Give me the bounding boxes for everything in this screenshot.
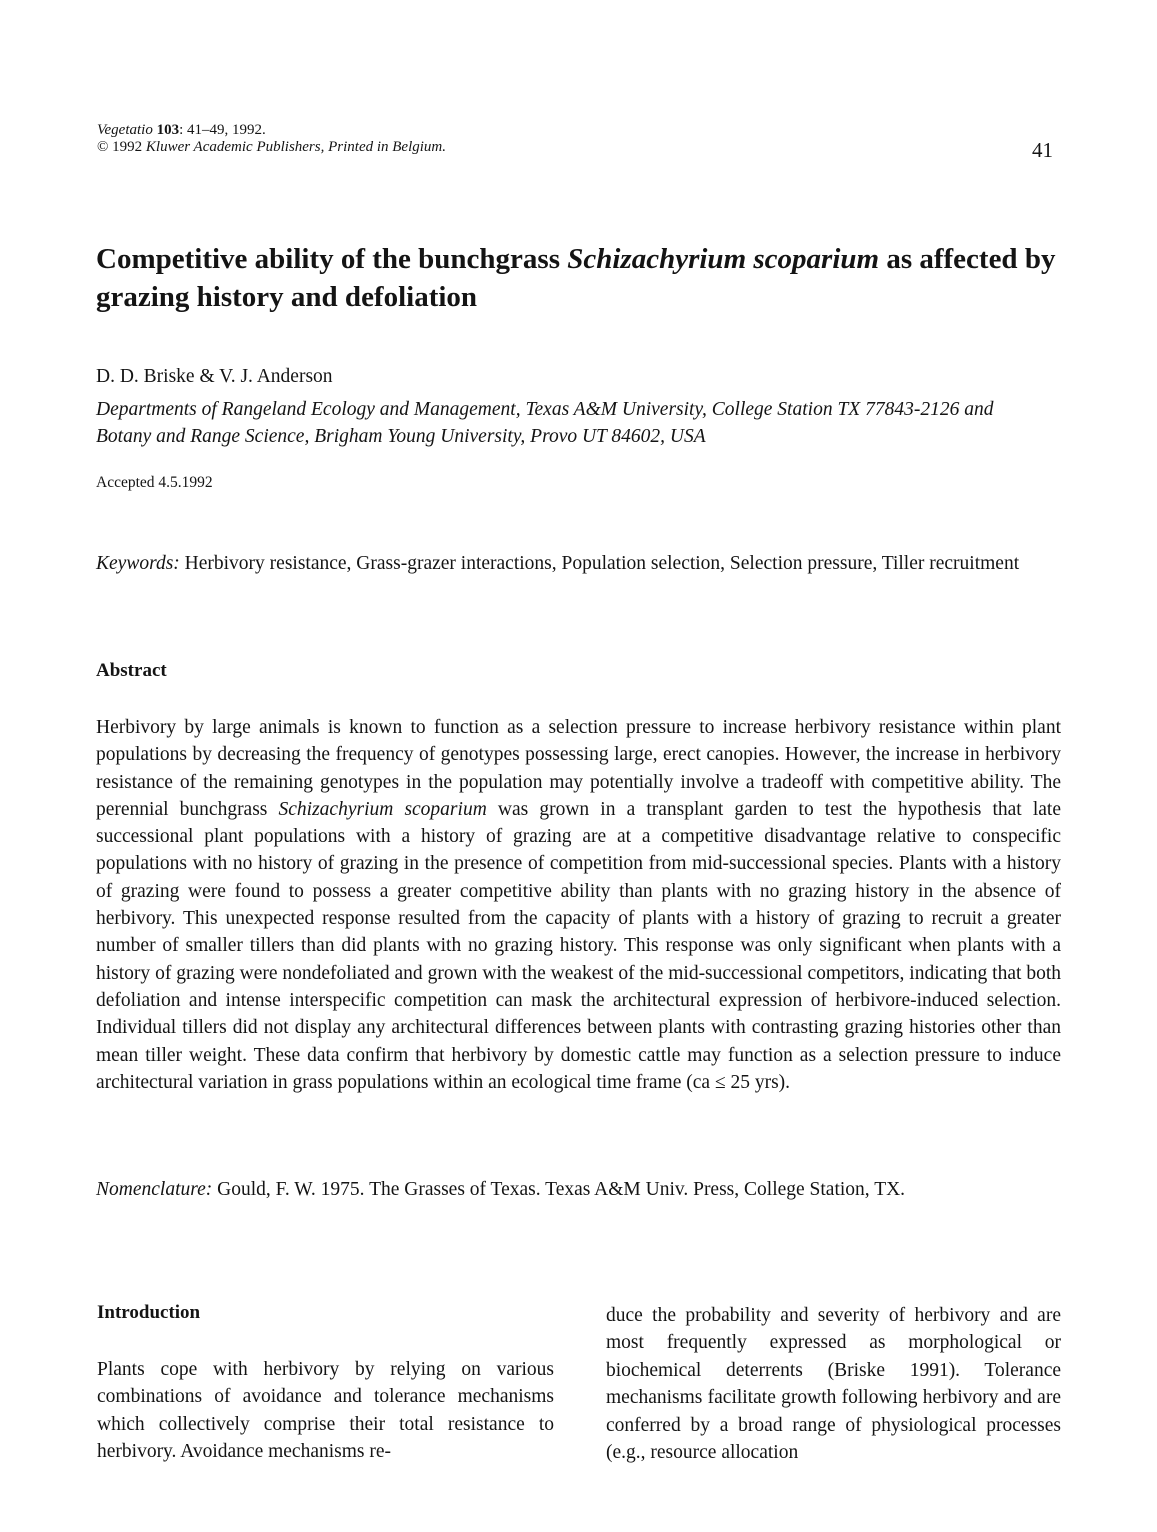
nomenclature-label: Nomenclature: bbox=[96, 1179, 213, 1200]
author-affiliation: Departments of Rangeland Ecology and Management, Texas A&M University, College Station TX 77843-2126 and Botany and Range Science, Brigham Young University, Provo UT 84602, USA bbox=[96, 399, 994, 447]
nomenclature-text: Gould, F. W. 1975. The Grasses of Texas. Texas A&M Univ. Press, College Station, TX. bbox=[212, 1179, 906, 1200]
keywords-label: Keywords: bbox=[96, 553, 180, 574]
keywords-text: Herbivory resistance, Grass-grazer interactions, Population selection, Selection pressure, Tiller recruitment bbox=[179, 553, 1020, 574]
volume-number: 103 bbox=[156, 122, 180, 138]
introduction-left-column: Plants cope with herbivory by relying on various combinations of avoidance and tolerance mechanisms which collectively comprise their total resistance to herbivory. Avoidance mechanisms re- bbox=[97, 1359, 554, 1463]
title-part-1: Competitive ability of the bunchgrass bbox=[96, 243, 568, 275]
title-species: Schizachyrium scoparium bbox=[567, 243, 880, 275]
copyright-line bbox=[97, 139, 446, 156]
introduction-heading: Introduction bbox=[97, 1302, 201, 1323]
copyright-year: © 1992 bbox=[97, 139, 146, 155]
article-title bbox=[96, 240, 1056, 316]
accepted-date: Accepted 4.5.1992 bbox=[96, 474, 213, 491]
introduction-right-column: duce the probability and severity of herbivory and are most frequently expressed as morphological or biochemical deterrents (Briske 1991). Tolerance mechanisms facilitate growth following herbivory and are conferred by a broad range of physiological processes (e.g., resource allocation bbox=[606, 1305, 1061, 1464]
abstract-body bbox=[96, 714, 1061, 1096]
abstract-text-2: was grown in a transplant garden to test the hypothesis that late successional plant populations with a history of grazing are at a competitive disadvantage relative to conspecific populations with no history of grazing in the presence of competition from mid-successional species. Plants with a history of grazing were found to possess a greater competitive ability than plants with no grazing history in the absence of herbivory. This unexpected response resulted from the capacity of plants with a history of grazing to recruit a greater number of smaller tillers than did plants with no grazing history. This response was only significant when plants with a history of grazing were nondefoliated and grown with the weakest of the mid-successional competitors, indicating that both defoliation and intense interspecific competition can mask the architectural expression of herbivore-induced selection. Individual tillers did not display any architectural differences between plants with contrasting grazing histories other than mean tiller weight. These data confirm that herbivory by domestic cattle may function as a selection pressure to induce architectural variation in grass populations within an ecological time frame (ca ≤ 25 yrs). bbox=[96, 798, 1061, 1093]
page-number: 41 bbox=[1032, 138, 1053, 162]
publisher: Kluwer Academic Publishers, Printed in Belgium. bbox=[145, 139, 447, 155]
journal-name: Vegetatio bbox=[97, 122, 153, 138]
abstract-species: Schizachyrium scoparium bbox=[278, 798, 487, 820]
page-range: : 41–49, 1992. bbox=[179, 122, 266, 138]
abstract-text-1: Herbivory by large animals is known to function as a selection pressure to increase herbivory resistance within plant populations by decreasing the frequency of genotypes possessing large, erect canopies. However, the increase in herbivory resistance of the remaining genotypes in the population may potentially involve a tradeoff with competitive ability. The perennial bunchgrass bbox=[96, 717, 1061, 820]
running-header bbox=[97, 122, 446, 156]
title-part-2: as affected by grazing history and defoliation bbox=[96, 243, 1056, 313]
citation-line bbox=[97, 122, 446, 139]
nomenclature bbox=[96, 1176, 1061, 1203]
abstract-heading: Abstract bbox=[96, 660, 167, 681]
keywords bbox=[96, 550, 1061, 578]
author-list: D. D. Briske & V. J. Anderson bbox=[96, 366, 333, 387]
